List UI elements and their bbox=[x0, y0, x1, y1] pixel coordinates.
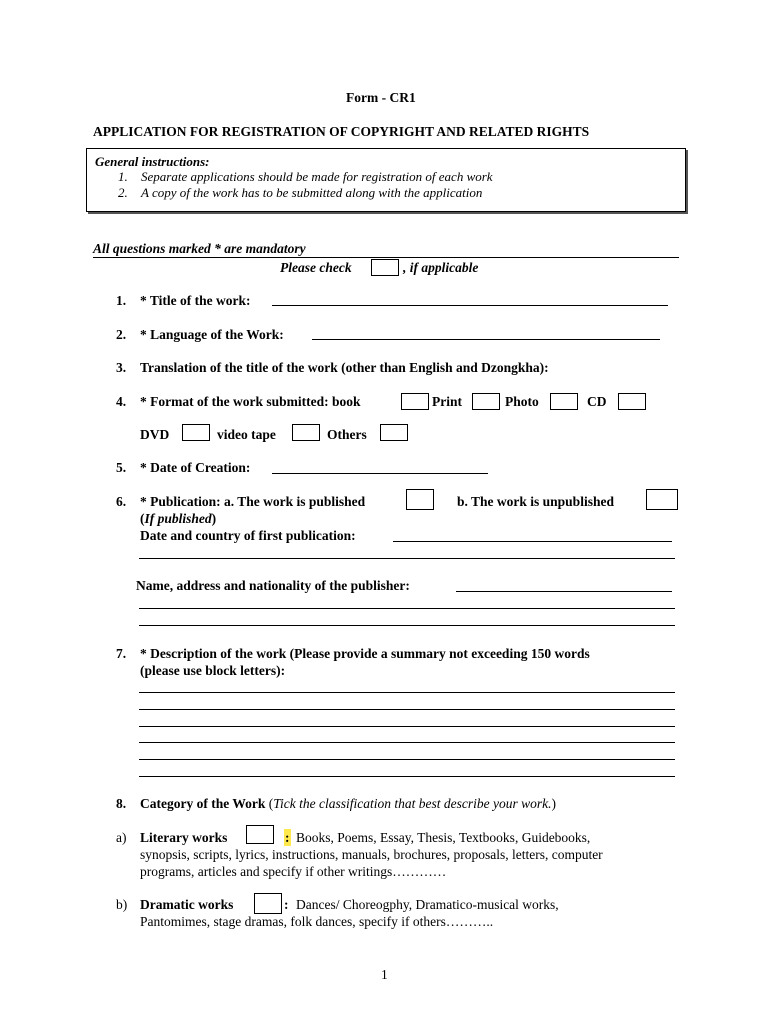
q4-label: * Format of the work submitted: book bbox=[140, 394, 361, 409]
check-note-pre: Please check bbox=[280, 260, 352, 275]
q6-label-published: * Publication: a. The work is published bbox=[140, 494, 366, 509]
q7-number: 7. bbox=[116, 646, 127, 661]
format-video-label: video tape bbox=[217, 427, 276, 442]
unpublished-checkbox[interactable] bbox=[646, 489, 678, 510]
q6-label-unpublished: b. The work is unpublished bbox=[457, 494, 614, 509]
format-book-checkbox[interactable] bbox=[401, 393, 429, 410]
cat-b-colon: : bbox=[284, 897, 289, 912]
date-country-field-line-2[interactable] bbox=[139, 558, 675, 559]
format-photo-label: Photo bbox=[505, 394, 539, 409]
mandatory-note: All questions marked * are mandatory bbox=[93, 241, 306, 256]
cat-b-line-1: Dances/ Choreogphy, Dramatico-musical works, bbox=[296, 897, 559, 912]
dramatic-works-checkbox[interactable] bbox=[254, 893, 282, 914]
description-line-2[interactable] bbox=[139, 709, 675, 710]
description-line-3[interactable] bbox=[139, 726, 675, 727]
format-dvd-label: DVD bbox=[140, 427, 170, 442]
example-checkbox bbox=[371, 259, 399, 276]
cat-a-label: Literary works bbox=[140, 830, 228, 845]
instruction-text-1: Separate applications should be made for registration of each work bbox=[141, 169, 493, 184]
q7-label-line-1: * Description of the work (Please provide a summary not exceeding 150 words bbox=[140, 646, 590, 661]
cat-a-line-3: programs, articles and specify if other writings………… bbox=[140, 864, 447, 879]
publisher-field-line-3[interactable] bbox=[139, 625, 675, 626]
instruction-num-2: 2. bbox=[118, 185, 128, 200]
q8-number: 8. bbox=[116, 796, 127, 811]
q2-number: 2. bbox=[116, 327, 127, 342]
format-cd-checkbox[interactable] bbox=[618, 393, 646, 410]
form-title: APPLICATION FOR REGISTRATION OF COPYRIGHT AND RELATED RIGHTS bbox=[93, 124, 590, 139]
q8-hint: Tick the classification that best describe your work. bbox=[273, 796, 552, 811]
cat-a-line-2: synopsis, scripts, lyrics, instructions, manuals, brochures, proposals, letters, computer bbox=[140, 847, 603, 862]
format-photo-checkbox[interactable] bbox=[550, 393, 578, 410]
cat-a-line-1: Books, Poems, Essay, Thesis, Textbooks, Guidebooks, bbox=[296, 830, 591, 845]
q1-label: * Title of the work: bbox=[140, 293, 251, 308]
instruction-num-1: 1. bbox=[118, 169, 128, 184]
q3-label: Translation of the title of the work (other than English and Dzongkha): bbox=[140, 360, 549, 375]
format-dvd-checkbox[interactable] bbox=[182, 424, 210, 441]
format-print-label: Print bbox=[432, 394, 462, 409]
publisher-field[interactable] bbox=[456, 591, 672, 592]
date-country-label: Date and country of first publication: bbox=[140, 528, 356, 543]
description-line-6[interactable] bbox=[139, 776, 675, 777]
q4-number: 4. bbox=[116, 394, 127, 409]
description-line-5[interactable] bbox=[139, 759, 675, 760]
cat-a-colon: : bbox=[285, 830, 290, 845]
q8-heading: Category of the Work (Tick the classification that best describe your work.) bbox=[140, 796, 556, 811]
description-line-1[interactable] bbox=[139, 692, 675, 693]
q2-label: * Language of the Work: bbox=[140, 327, 284, 342]
q5-label: * Date of Creation: bbox=[140, 460, 251, 475]
q6-number: 6. bbox=[116, 494, 127, 509]
description-line-4[interactable] bbox=[139, 742, 675, 743]
format-video-checkbox[interactable] bbox=[292, 424, 320, 441]
q1-number: 1. bbox=[116, 293, 127, 308]
cat-b-letter: b) bbox=[116, 897, 128, 912]
q7-label-line-2: (please use block letters): bbox=[140, 663, 286, 678]
publisher-field-line-2[interactable] bbox=[139, 608, 675, 609]
check-note-post: , if applicable bbox=[403, 260, 479, 275]
instructions-heading: General instructions: bbox=[95, 154, 210, 169]
literary-works-checkbox[interactable] bbox=[246, 825, 274, 844]
format-cd-label: CD bbox=[587, 394, 607, 409]
date-country-field[interactable] bbox=[393, 541, 672, 542]
cat-b-line-2: Pantomimes, stage dramas, folk dances, specify if others……….. bbox=[140, 914, 494, 929]
mandatory-underline bbox=[93, 257, 679, 258]
format-print-checkbox[interactable] bbox=[472, 393, 500, 410]
if-published-note: (If published) bbox=[140, 511, 217, 526]
if-published-text: If published bbox=[144, 511, 212, 526]
publisher-label: Name, address and nationality of the publisher: bbox=[136, 578, 410, 593]
published-checkbox[interactable] bbox=[406, 489, 434, 510]
language-field[interactable] bbox=[312, 339, 660, 340]
page-number: 1 bbox=[381, 967, 388, 982]
q8-label: Category of the Work bbox=[140, 796, 266, 811]
form-id: Form - CR1 bbox=[346, 90, 416, 105]
format-others-checkbox[interactable] bbox=[380, 424, 408, 441]
instruction-text-2: A copy of the work has to be submitted along with the application bbox=[141, 185, 483, 200]
date-creation-field[interactable] bbox=[272, 473, 488, 474]
q3-number: 3. bbox=[116, 360, 127, 375]
format-others-label: Others bbox=[327, 427, 367, 442]
q5-number: 5. bbox=[116, 460, 127, 475]
title-field[interactable] bbox=[272, 305, 668, 306]
cat-b-label: Dramatic works bbox=[140, 897, 234, 912]
cat-a-letter: a) bbox=[116, 830, 127, 845]
